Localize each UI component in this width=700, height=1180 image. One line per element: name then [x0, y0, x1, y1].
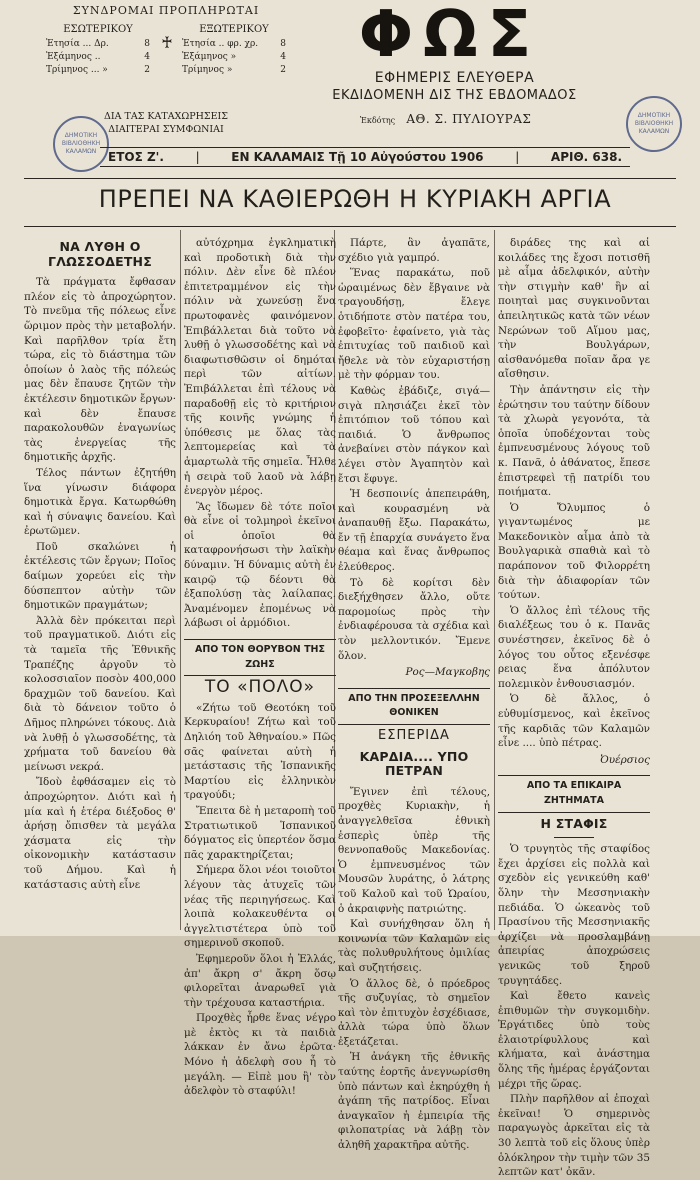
article-paragraph: Ἐφημεροῦν ὅλοι ἡ Ἑλλάς, ἀπ' ἄκρη σ' ἄκρη ὅσῳ φιλορεῖται ἀναρωθεῖ γιὰ τὴν τρέχουσα καταστήρια. [184, 952, 336, 1009]
column-1 [24, 236, 176, 926]
author-signature: Ρος—Μαγκοβης [405, 666, 490, 679]
column-3 [338, 236, 490, 1152]
column-4 [498, 236, 650, 1179]
divider: | [515, 150, 520, 164]
subscriptions-title: ΣΥΝΔΡΟΜΑΙ ΠΡΟΠΛΗΡΩΤΑΙ [72, 4, 260, 17]
article-paragraph: Ἔπειτα δὲ ἡ μεταροπὴ τοῦ Στρατιωτικοῦ Ἱσπανικοῦ δόγματος εἰς ὑπερτέον ὅσμα πᾶς χαρακτηρίζεται; [184, 804, 336, 861]
article-title: ΤΟ «ΠΟΛΟ» [204, 677, 316, 698]
rate-label: Τρίμηνος » [182, 65, 233, 75]
year: ΕΤΟΣ Ζ'. [108, 150, 164, 164]
article-paragraph: Ἡ ἀνάγκη τῆς ἐθνικῆς ταύτης ἑορτῆς ἀνεγνωρίσθη ὑπὸ πάντων καὶ ἐκηρύχθη ἡ ἀγάπη τῆς πατρίδος. Εἶναι ἀναγκαῖον ἡ ἐμπειρία τῆς φιλοπατρίας νὰ λάβῃ τὸν ἀληθῆ χαρακτῆρα αὐτῆς. [338, 1051, 490, 1152]
article-paragraph: αὐτόχρημα ἐγκληματικὴ καὶ προδοτικὴ διὰ τὴν πόλιν. Δὲν εἶνε δὲ πλέον ἐπιτετραμμένον εἰς τὴν πόλιν νὰ χωνεύσῃ ἕνα πρωτοφανὲς φαινόμενον. Ἐπιβάλλεται διὰ τοῦτο νὰ λυθῇ ὁ γλωσσοδέτης καὶ νὰ διαφωτισθῶσιν οἱ δημόται περὶ τῶν αἰτίων. Ἐπιβάλλεται ἐπὶ τέλους νὰ παραδοθῇ εἰς τὸ κριτήριον τῆς κοινῆς γνώμης ἡ ὑπόθεσις με ὅλας τὰς λεπτομερείας καὶ τὰ ἁμαρτωλὰ τῆς σημεῖα. Ἦλθε ἡ σειρὰ τοῦ λαοῦ νὰ λάβῃ ἐνεργὸν μέρος. [184, 237, 336, 498]
newspaper-logo: ΦΩΣ [358, 0, 542, 72]
tagline-line-2: ΕΚΔΙΔΟΜΕΝΗ ΔΙΣ ΤΗΣ ΕΒΔΟΜΑΔΟΣ [332, 88, 577, 103]
article-paragraph: Ποῦ σκαλώνει ἡ ἐκτέλεσις τῶν ἔργων; Ποῖος δαίμων χορεύει εἰς τὴν δύσπεπτον αὐτὴν τῶν δημοτικῶν πραγμάτων; [24, 540, 176, 612]
publisher-name: ΑΘ. Σ. ΠΥΛΙΟΥΡΑΣ [406, 112, 532, 126]
article-paragraph: Ἔγινεν ἐπὶ τέλους, προχθὲς Κυριακὴν, ἡ ἀναγγελθεῖσα ἐθνικὴ ἑσπερὶς ὑπὲρ τῆς θεννοπαθοῦς Μακεδονίας. Ὁ ἐμπνευσμένος τῶν Μουσῶν λυράτης, ὁ λάτρης τοῦ Καλοῦ καὶ τοῦ Ὡραίου, ὁ ἀκραιφνὴς πατριώτης. [338, 785, 490, 915]
article-paragraph: Τὰ πράγματα ἔφθασαν πλέον εἰς τὸ ἀπροχώρητον. Τὸ πνεῦμα τῆς πόλεως εἶνε ὥριμον πρὸς τὴν μεταβολήν. Καὶ παρῆλθον τρία ἔτη τώρα, εἰς τὸ διάστημα τῶν ὁποίων ὁ λαὸς τῆς πόλεώς μας δὲν ἔπαυσε ζητῶν τὴν ἐκτέλεσιν δημοτικῶν ἔργων· καὶ δὲν ἔπαυσε παρακολουθῶν ἐναγωνίως τὰς ἐνεργείας τῆς δημοτικῆς ἀρχῆς. [24, 276, 176, 464]
article-paragraph: Τέλος πάντων ἐζητήθη ἵνα γίνωσιν διάφορα δημοτικὰ ἔργα. Κατωρθώθη καὶ ἡ σύναψις δανείου. Καὶ ἐρωτῶμεν. [24, 466, 176, 538]
article-paragraph: Ἂς ἴδωμεν δὲ τότε ποῖοι θὰ εἶνε οἱ τολμηροὶ ἐκεῖνοι οἱ ὁποῖοι θὰ καταφρονήσωσι τὴν λαϊκὴν δύναμιν. Ἡ δύναμις αὐτὴ ἐν καιρῷ τῷ δέοντι θὰ ἐξαπολύσῃ τὰς λαίλαπας. Ἀναμένομεν ἐπομένως νὰ λάβωσι οἱ ἁρμόδιοι. [184, 500, 336, 630]
domestic-rates [46, 23, 150, 77]
publisher [360, 112, 531, 126]
article-paragraph: Πλὴν παρῆλθον αἱ ἐποχαὶ ἐκεῖναι! Ὁ σημερινὸς παραγωγὸς ἀρκεῖται εἰς τὰ 30 λεπτὰ τοῦ εἰς ὅλους ὑπὲρ ὁλόκληρον τὴν τιμὴν τῶν 35 λεπτῶν κατ' ὀκᾶν. [498, 1093, 650, 1179]
article-paragraph: Ὁ Ὄλυμπος ὁ γιγαντωμένος με Μακεδονικὸν αἷμα ἀπὸ τὰ Βουλγαρικὰ σπαθιὰ καὶ τὸ παράπονον τοῦ Φιλορρέτη διὰ τὴν ἀδιαφορίαν τῶν τούτων. [498, 501, 650, 602]
divider: | [195, 150, 200, 164]
ads-line-2: ΔΙΑΙΤΕΡΑΙ ΣΥΜΦΩΝΙΑΙ [108, 124, 224, 135]
rate-value: 8 [280, 39, 286, 49]
column-divider [494, 230, 495, 930]
article-paragraph: Ὁ τρυγητὸς τῆς σταφίδος ἔχει ἀρχίσει εἰς πολλὰ καὶ σχεδὸν εἰς γενικεύθη καθ' ὅλην τὴν Μεσσηνιακὴν πεδιάδα. Ὁ ὠκεανὸς τοῦ Πρασίνου τῆς Μεσσηνιακῆς ἀρχίζει νὰ προσλαμβάνῃ ἀπειρίας ἀποχρώσεις γενικῶς τοῦ ξηροῦ τρυγητάδες. [498, 843, 650, 987]
column-2 [184, 236, 336, 1098]
foreign-rates [182, 23, 286, 77]
library-stamp-right: ΔΗΜΟΤΙΚΗ ΒΙΒΛΙΟΘΗΚΗ ΚΑΛΑΜΩΝ [626, 96, 682, 152]
rate-value: 2 [144, 65, 150, 75]
rate-label: Ἐτησία .. φρ. χρ. [182, 39, 259, 49]
article-paragraph: Ἕνας παρακάτω, ποῦ ὡραιμένως δὲν ἔβγαινε νὰ τραγουδήσῃ, ἔλεγε ὁτιδήποτε στὸν πατέρα του, ἐφοβεῖτο· ἐφαίνετο, γιὰ τὰς ἐπιτυχίας τοῦ παιδιοῦ καὶ ἤθελε νὰ τὸν εὐχαριστήσῃ μὲ τὴν φόρμαν του. [338, 267, 490, 382]
article-paragraph: Καὶ ἔθετο κανεὶς ἐπιθυμῶν τὴν συγκομιδὴν. Ἐργάτιδες ὑπὸ τοὺς ἐλαιοτρίφυλλους καὶ κλήματα, καὶ ἀνάστημα ὅλης τῆς ἡμέρας ἐργάζονται μέχρι τῆς ὥρας. [498, 990, 650, 1090]
article-paragraph: Ἴδοὺ ἐφθάσαμεν εἰς τὸ ἀπροχώρητον. Διότι καὶ ἡ μία καὶ ἡ ἑτέρα διέξοδος θ' ἀρήσῃ ὄπισθεν τὰ μεγάλα χάσματα εἰς τὴν οἰκονομικὴν κατάστασιν τοῦ Δήμου. Καὶ ἡ κατάστασις αὐτὴ εἶνε [24, 776, 176, 891]
section-heading: ΑΠΟ ΤΟΝ ΘΟΡΥΒΟΝ ΤΗΣ ΖΩΗΣ [184, 639, 336, 676]
subscriptions-box [46, 4, 286, 77]
section-subheading: ΕΣΠΕΡΙΔΑ [378, 728, 450, 743]
section-heading: ΑΠΟ ΤΗΝ ΠΡΟΣΕΞΕΛΛΗΝ ΘΟΝΙΚΕΝ [338, 688, 490, 725]
rate-label: Ἐξάμηνος .. [46, 52, 101, 62]
rate-label: Ἐτησία ... Δρ. [46, 39, 109, 49]
article-title: Η ΣΤΑΦΙΣ [540, 815, 608, 831]
article-paragraph: διράδες της καὶ αἱ κοιλάδες της ἔχοσι ποτισθῆ μὲ αἷμα ἀδελφικόν, αὐτὴν τὴν στιγμὴν καθ' ἣν αἱ ποιηταὶ μας συγκινοῦνται ἀπειλητικῶς κατὰ τῶν νέων Νερώνων τοῦ Αἵμου μας, τὴν Βουλγάρων, αἰσθανόμεθα ποῖαν ἄρα γε αἴσθησιν. [498, 237, 650, 381]
article-paragraph: Ὁ ἄλλος δὲ, ὁ πρόεδρος τῆς συζυγίας, τὸ σημεῖον καὶ τὸν ἐπιτυχὸν ἐσχέδιασε, ἀλλὰ τώρα ὑπὸ ὅλων ἐξετάζεται. [338, 977, 490, 1048]
article-paragraph: Τὸ δὲ κορίτσι δὲν διεξήχθησεν ἄλλο, οὔτε παρομοίως πρὸς τὴν ἐνδιαφέρουσα τὰ σχέδια καὶ τὸν μελλοντικόν. Ἔμενε ὅλον. [338, 576, 490, 662]
article-paragraph: Καθὼς ἐβάδιζε, σιγά—σιγὰ πλησιάζει ἐκεῖ τὸν ἐπιτόπιον τοῦ τόπου καὶ παιδιά. Ὁ ἄνθρωπος ἀνεβαίνει στὸν πάγκον καὶ λέγει στὸν Ἀγαπητὸν καὶ ἔτσι ἔφυγε. [338, 384, 490, 485]
article-title: ΝΑ ΛΥΘΗ Ο ΓΛΩΣΣΟΔΕΤΗΣ [48, 239, 152, 269]
ads-line-1: ΔΙΑ ΤΑΣ ΚΑΤΑΧΩΡΗΣΕΙΣ [103, 111, 229, 122]
divider [24, 178, 676, 179]
article-paragraph: «Ζήτω τοῦ Θεοτόκη τοῦ Κερκυραίου! Ζήτω καὶ τοῦ Δηλιόη τοῦ Ἀθηναίου.» Πῶς σᾶς φαίνεται αὐτὴ ἡ μετάστασις τῆς Ἱσπανικῆς Μαρτίου εἰς ἑλληνικὸν τραγούδι; [184, 701, 336, 802]
author-signature: Ὀυέρσιος [600, 753, 650, 766]
rate-value: 2 [280, 65, 286, 75]
publisher-label: Ἐκδότης [360, 116, 396, 125]
library-stamp-left: ΔΗΜΟΤΙΚΗ ΒΙΒΛΙΟΘΗΚΗ ΚΑΛΑΜΩΝ [53, 116, 109, 172]
article-paragraph: Προχθὲς ἦρθε ἕνας νέγρο μὲ ἐκτὸς κι τὰ παιδιὰ λάκκαν ἐν ἄνω ἐρῶτα· Μόνο ἡ ἀδελφὴ σου ἦ τὸ μεγάλη. — Εἰπὲ μου ἢ' τὸν ἀδελφὸν τὸ σταφύλι! [184, 1012, 336, 1098]
lamp-ornament-icon: ♰ [161, 33, 173, 52]
rate-label: Ἑξάμηνος » [182, 52, 237, 62]
article-paragraph: Ἡ δεσποινίς ἀπεπειράθη, καὶ κουρασμένη νὰ ἀναπαυθῇ ἔξω. Παρακάτω, ἔν τῇ ἐπαρχία συνάγετο ἕνα θέαμα καὶ ἕνας ἄνθρωπος ἐλεύθερος. [338, 488, 490, 574]
issue-number: ΑΡΙΘ. 638. [550, 150, 622, 164]
page-headline: ΠΡΕΠΕΙ ΝΑ ΚΑΘΙΕΡΩΘΗ Η ΚΥΡΙΑΚΗ ΑΡΓΙΑ [98, 185, 612, 213]
rate-value: 4 [280, 52, 286, 62]
divider [24, 226, 676, 227]
domestic-heading: ΕΣΩΤΕΡΙΚΟΥ [63, 24, 133, 35]
place-date: ΕΝ ΚΑΛΑΜΑΙΣ Τῇ 10 Αὐγούστου 1906 [231, 150, 484, 164]
rate-value: 8 [144, 39, 150, 49]
article-title: ΚΑΡΔΙΑ.... ΥΠΟ ΠΕΤΡΑΝ [359, 748, 469, 779]
article-paragraph: Σήμερα ὅλοι νέοι τοιοῦτοι λέγουν τὰς ἀτυχεῖς τῶν νέας τῆς περιηγήσεως. Καὶ λοιπὰ κολακευθέντα οι ἀγγελτιστέτερα ὑπὸ τοῦ σημερινοῦ σκοποῦ. [184, 864, 336, 950]
tagline [292, 70, 617, 103]
article-paragraph: Ὁ δὲ ἄλλος, ὁ εὐθυμίσμενος, καὶ ἐκεῖνος τῆς καρδιᾶς τῶν Καλαμῶν εἶνε .... ὑπὸ πέτρας. [498, 693, 650, 750]
article-paragraph: Ὁ ἄλλος ἐπὶ τέλους τῆς διαλέξεως του ὁ κ. Πανᾶς συνέστησεν, ἐκεῖνος δὲ ὁ λόγος του οὗτος εξενέσφε ρειας ἕνα ἀπόλυτον πολεμικὸν ἐνθουσιασμόν. [498, 604, 650, 690]
article-paragraph: Ἀλλὰ δὲν πρόκειται περὶ τοῦ πραγματικοῦ. Διότι εἰς τὰ ταμεῖα τῆς Ἐθνικῆς Τραπέζης ἀργοῦν τὸ κολοσσιαῖον ποσὸν 400,000 δραχμῶν τοῦ δανείου. Καὶ διὰ τὸ δάνειον τοῦτο ὁ Δῆμος πληρώνει τόκους. Διὰ νὰ λυθῇ ὁ γλωσσοδέτης, τὰ χρήματα τοῦ δανείου θὰ μείνωσι νεκρά. [24, 614, 176, 773]
section-heading: ΑΠΟ ΤΑ ΕΠΙΚΑΙΡΑ ΖΗΤΗΜΑΤΑ [498, 775, 650, 812]
rate-value: 4 [144, 52, 150, 62]
column-divider [180, 230, 181, 930]
article-paragraph: Τὴν ἀπάντησιν εἰς τὴν ἐρώτησιν του ταύτην δίδουν τὰ χλωρὰ γεγονότα, τὰ ὁποῖα ὑποδέχονται τοὺς ἐμπνευσμένους λόγους τοῦ κ. Πανᾶ, ὁ ἀθάνατος, ἔπεσε ἐπιστρεφεὶ τῇ πατρίδι του ποιήματα. [498, 383, 650, 499]
dateline [100, 147, 630, 167]
article-paragraph: Καὶ συνήχθησαν ὅλη ἡ κοινωνία τῶν Καλαμῶν εἰς τὰς πολυθρυλήτους ὁμιλίας καὶ συζητήσεις. [338, 918, 490, 974]
article-paragraph: Πάρτε, ἂν ἀγαπᾶτε, σχέδιο γιὰ γαμπρό. [338, 237, 490, 264]
tagline-line-1: ΕΦΗΜΕΡΙΣ ΕΛΕΥΘΕΡΑ [374, 70, 535, 86]
foreign-heading: ΕΞΩΤΕΡΙΚΟΥ [199, 24, 269, 35]
divider [554, 837, 594, 838]
rate-label: Τρίμηνος ... » [46, 65, 108, 75]
